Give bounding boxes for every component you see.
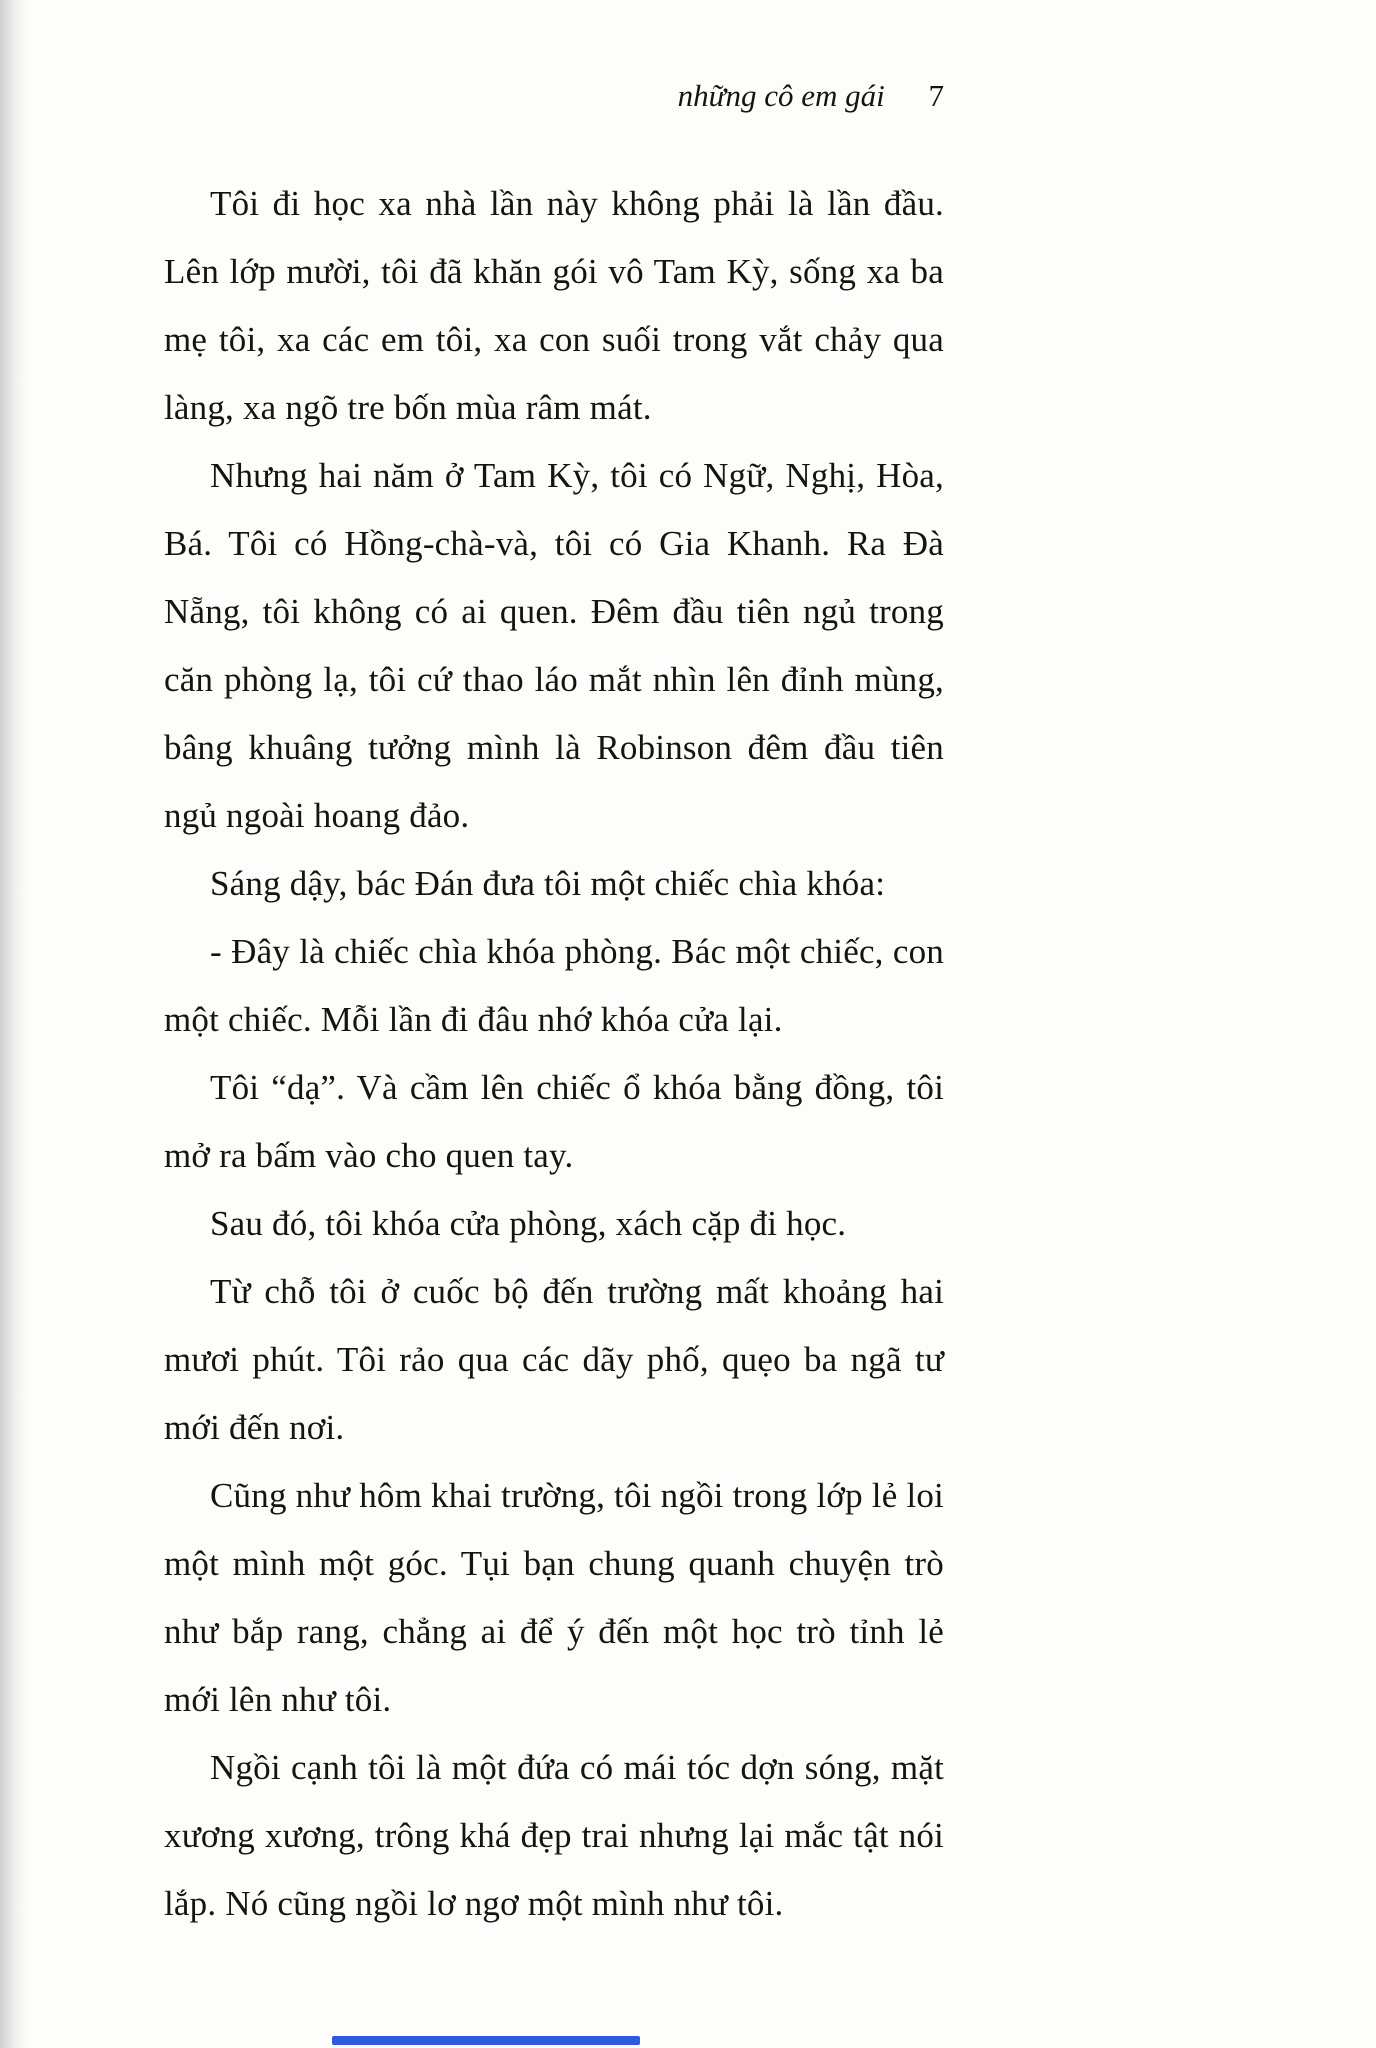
paragraph: Sau đó, tôi khóa cửa phòng, xách cặp đi học. xyxy=(210,1204,847,1243)
paragraph: Tôi đi học xa nhà lần này không phải là lần đầu. Lên lớp mười, tôi đã khăn gói vô Tam Kỳ, sống xa ba mẹ tôi, xa các em tôi, xa con suối trong vắt chảy qua làng, xa ngõ tre bốn mùa râm mát. xyxy=(164,184,944,427)
paragraph: Sáng dậy, bác Đán đưa tôi một chiếc chìa khóa: xyxy=(210,864,886,903)
running-header xyxy=(164,76,944,116)
running-title: những cô em gái xyxy=(677,78,885,113)
page-body-text xyxy=(164,170,944,1938)
paragraph: Cũng như hôm khai trường, tôi ngồi trong lớp lẻ loi một mình một góc. Tụi bạn chung quanh chuyện trò như bắp rang, chẳng ai để ý đến một học trò tỉnh lẻ mới lên như tôi. xyxy=(164,1476,944,1719)
paragraph: Nhưng hai năm ở Tam Kỳ, tôi có Ngữ, Nghị, Hòa, Bá. Tôi có Hồng-chà-và, tôi có Gia Khanh. Ra Đà Nẵng, tôi không có ai quen. Đêm đầu tiên ngủ trong căn phòng lạ, tôi cứ thao láo mắt nhìn lên đỉnh mùng, bâng khuâng tưởng mình là Robinson đêm đầu tiên ngủ ngoài hoang đảo. xyxy=(164,456,944,835)
paragraph-dialogue: - Đây là chiếc chìa khóa phòng. Bác một chiếc, con một chiếc. Mỗi lần đi đâu nhớ khóa cửa lại. xyxy=(164,932,944,1039)
paragraph: Ngồi cạnh tôi là một đứa có mái tóc dợn sóng, mặt xương xương, trông khá đẹp trai nhưng lại mắc tật nói lắp. Nó cũng ngồi lơ ngơ một mình như tôi. xyxy=(164,1748,944,1923)
paragraph: Từ chỗ tôi ở cuốc bộ đến trường mất khoảng hai mươi phút. Tôi rảo qua các dãy phố, quẹo ba ngã tư mới đến nơi. xyxy=(164,1272,944,1447)
page-edge-shadow xyxy=(0,0,28,2048)
page-number: 7 xyxy=(928,78,944,113)
paragraph: Tôi “dạ”. Và cầm lên chiếc ổ khóa bằng đồng, tôi mở ra bấm vào cho quen tay. xyxy=(164,1068,944,1175)
scan-artifact-blue-line xyxy=(332,2036,640,2045)
